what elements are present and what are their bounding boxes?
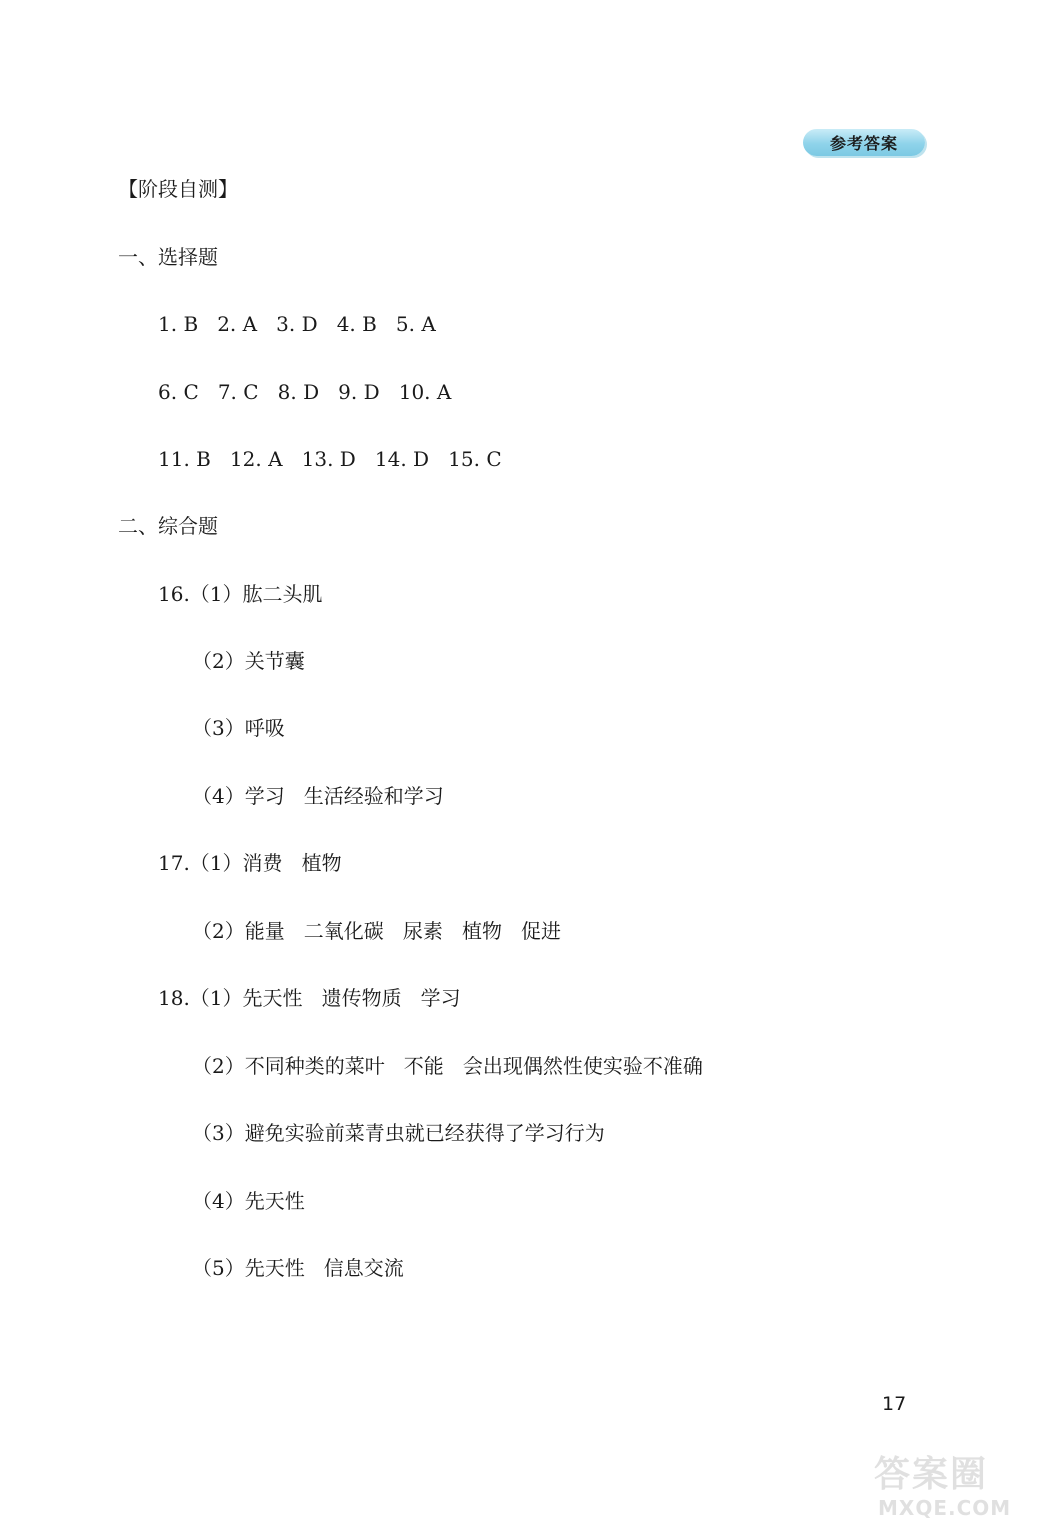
answer-line: （3）呼吸 (192, 716, 285, 740)
part2-heading: 二、综合题 (118, 514, 218, 538)
answer-line: 18.（1）先天性 遗传物质 学习 (158, 986, 461, 1010)
answer-line: （5）先天性 信息交流 (192, 1256, 404, 1280)
answer-line: （4）先天性 (192, 1189, 305, 1213)
choice-answers-row: 6. C 7. C 8. D 9. D 10. A (158, 380, 452, 404)
answer-line: （2）不同种类的菜叶 不能 会出现偶然性使实验不准确 (192, 1054, 703, 1078)
answer-line: 16.（1）肱二头肌 (158, 582, 323, 606)
page-number: 17 (882, 1393, 907, 1415)
answer-line: （4）学习 生活经验和学习 (192, 784, 444, 808)
choice-answers-row: 11. B 12. A 13. D 14. D 15. C (158, 447, 502, 471)
choice-answers-row: 1. B 2. A 3. D 4. B 5. A (158, 312, 436, 336)
section-title: 【阶段自测】 (118, 177, 238, 201)
site-watermark (872, 1446, 1032, 1526)
answer-line: （3）避免实验前菜青虫就已经获得了学习行为 (192, 1121, 605, 1145)
answer-line: （2）关节囊 (192, 649, 305, 673)
answer-line: （2）能量 二氧化碳 尿素 植物 促进 (192, 919, 562, 943)
answer-key-badge: 参考答案 (803, 129, 925, 156)
watermark-logo-text: 答案圈 (874, 1454, 989, 1495)
answer-line: 17.（1）消费 植物 (158, 851, 342, 875)
watermark-url: MXQE.COM (878, 1496, 1012, 1520)
part1-heading: 一、选择题 (118, 245, 218, 269)
